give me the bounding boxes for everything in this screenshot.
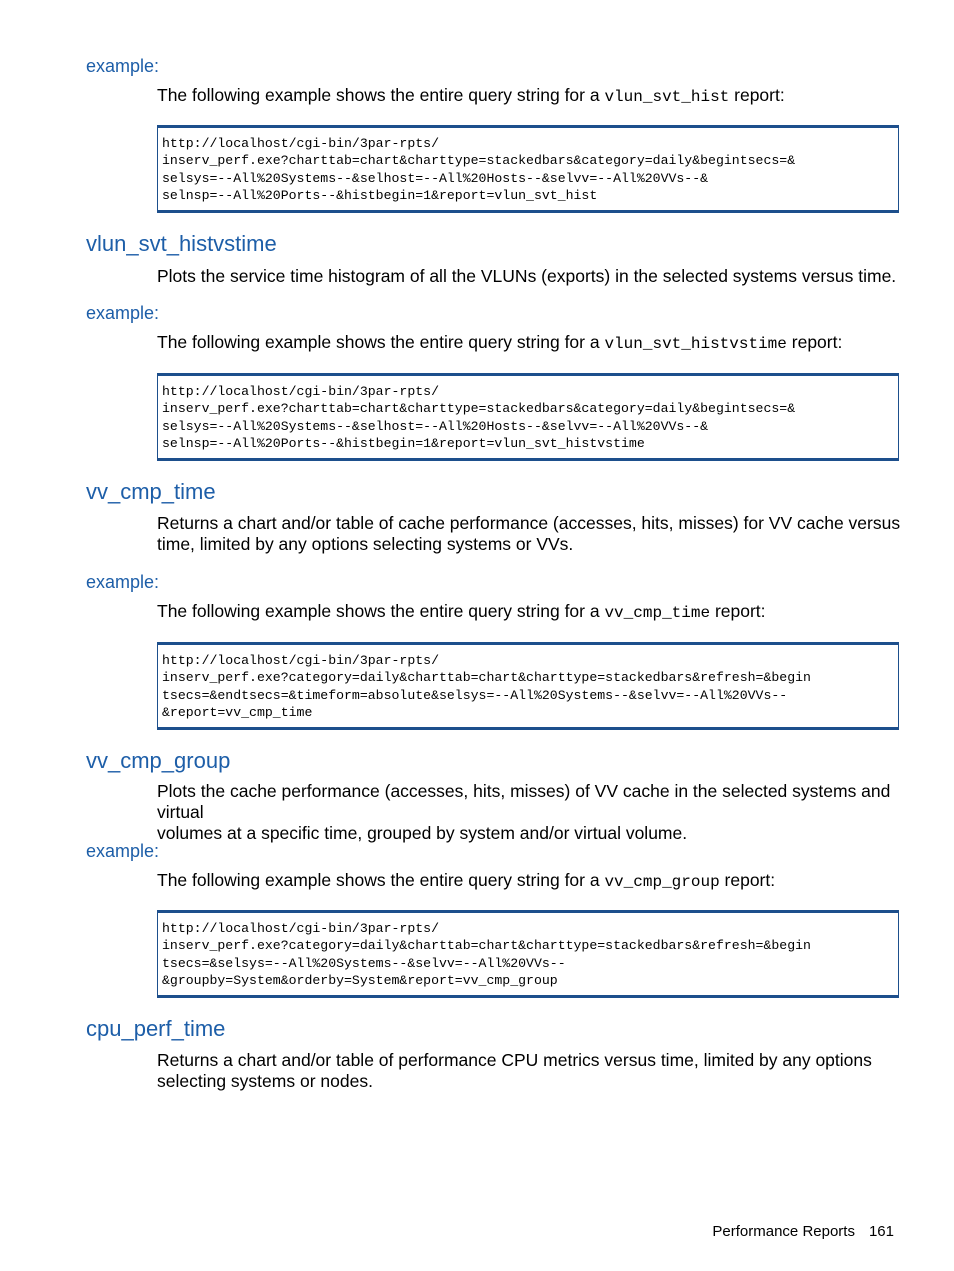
section-heading: cpu_perf_time xyxy=(86,1016,226,1041)
section-description xyxy=(157,781,902,844)
page-number: 161 xyxy=(868,1223,894,1240)
code-line: inserv_perf.exe?category=daily&charttab=chart&charttype=stackedbars&refresh=&begin xyxy=(162,938,811,954)
intro-text-end: report: xyxy=(786,332,843,352)
intro-text-end: report: xyxy=(710,601,766,621)
code-line: inserv_perf.exe?charttab=chart&charttype=stackedbars&category=daily&begintsecs=& xyxy=(162,401,796,417)
example-label: example: xyxy=(86,303,160,323)
code-line: selnsp=--All%20Ports--&histbegin=1&report=vlun_svt_histvstime xyxy=(162,435,645,451)
example-intro xyxy=(157,601,902,624)
page-footer xyxy=(712,1223,894,1240)
footer-section-title: Performance Reports xyxy=(712,1223,855,1240)
section-heading: vlun_svt_histvstime xyxy=(86,231,277,256)
example-intro xyxy=(157,85,902,108)
code-line: &report=vv_cmp_time xyxy=(162,704,313,720)
example-label: example: xyxy=(86,841,160,861)
example-label: example: xyxy=(86,572,160,592)
code-line: http://localhost/cgi-bin/3par-rpts/ xyxy=(162,653,439,668)
code-line: inserv_perf.exe?charttab=chart&charttype=stackedbars&category=daily&begintsecs=& xyxy=(162,153,796,169)
description-line: selecting systems or nodes. xyxy=(157,1071,373,1091)
code-line: selnsp=--All%20Ports--&histbegin=1&report=vlun_svt_hist xyxy=(162,187,598,203)
example-label: example: xyxy=(86,56,160,76)
intro-text: The following example shows the entire query string for a xyxy=(157,870,605,890)
intro-code: vv_cmp_group xyxy=(604,873,720,891)
intro-text-end: report: xyxy=(719,870,776,890)
section-heading: vv_cmp_group xyxy=(86,748,231,773)
code-line: inserv_perf.exe?category=daily&charttab=chart&charttype=stackedbars&refresh=&begin xyxy=(162,670,811,686)
intro-code: vlun_svt_hist xyxy=(604,88,730,106)
code-block xyxy=(157,125,899,213)
example-intro xyxy=(157,870,902,893)
description-line: time, limited by any options selecting systems or VVs. xyxy=(157,534,574,554)
intro-code: vlun_svt_histvstime xyxy=(604,335,787,353)
code-line: http://localhost/cgi-bin/3par-rpts/ xyxy=(162,384,439,399)
description-line: Returns a chart and/or table of performance CPU metrics versus time, limited by any options xyxy=(157,1050,872,1070)
description-line: Returns a chart and/or table of cache performance (accesses, hits, misses) for VV cache versus xyxy=(157,513,901,533)
section-description: Plots the service time histogram of all the VLUNs (exports) in the selected systems versus time. xyxy=(157,266,897,286)
intro-text-end: report: xyxy=(729,85,785,105)
code-line: &groupby=System&orderby=System&report=vv_cmp_group xyxy=(162,972,558,988)
intro-text: The following example shows the entire query string for a xyxy=(157,332,605,352)
code-line: selsys=--All%20Systems--&selhost=--All%20Hosts--&selvv=--All%20VVs--& xyxy=(162,418,709,434)
code-line: http://localhost/cgi-bin/3par-rpts/ xyxy=(162,921,439,936)
code-line: tsecs=&endtsecs=&timeform=absolute&selsys=--All%20Systems--&selvv=--All%20VVs-- xyxy=(162,687,788,703)
description-line: Plots the cache performance (accesses, hits, misses) of VV cache in the selected systems and virtual xyxy=(157,781,891,822)
code-block xyxy=(157,910,899,998)
section-heading: vv_cmp_time xyxy=(86,479,216,504)
section-description xyxy=(157,513,902,555)
code-block xyxy=(157,373,899,461)
intro-text: The following example shows the entire query string for a xyxy=(157,85,605,105)
code-block xyxy=(157,642,899,730)
example-intro xyxy=(157,332,902,355)
intro-code: vv_cmp_time xyxy=(604,604,711,622)
intro-text: The following example shows the entire query string for a xyxy=(157,601,605,621)
code-line: selsys=--All%20Systems--&selhost=--All%20Hosts--&selvv=--All%20VVs--& xyxy=(162,170,709,186)
code-line: tsecs=&selsys=--All%20Systems--&selvv=--All%20VVs-- xyxy=(162,955,566,971)
description-line: volumes at a specific time, grouped by system and/or virtual volume. xyxy=(157,823,688,843)
section-description xyxy=(157,1050,902,1092)
code-line: http://localhost/cgi-bin/3par-rpts/ xyxy=(162,136,439,151)
